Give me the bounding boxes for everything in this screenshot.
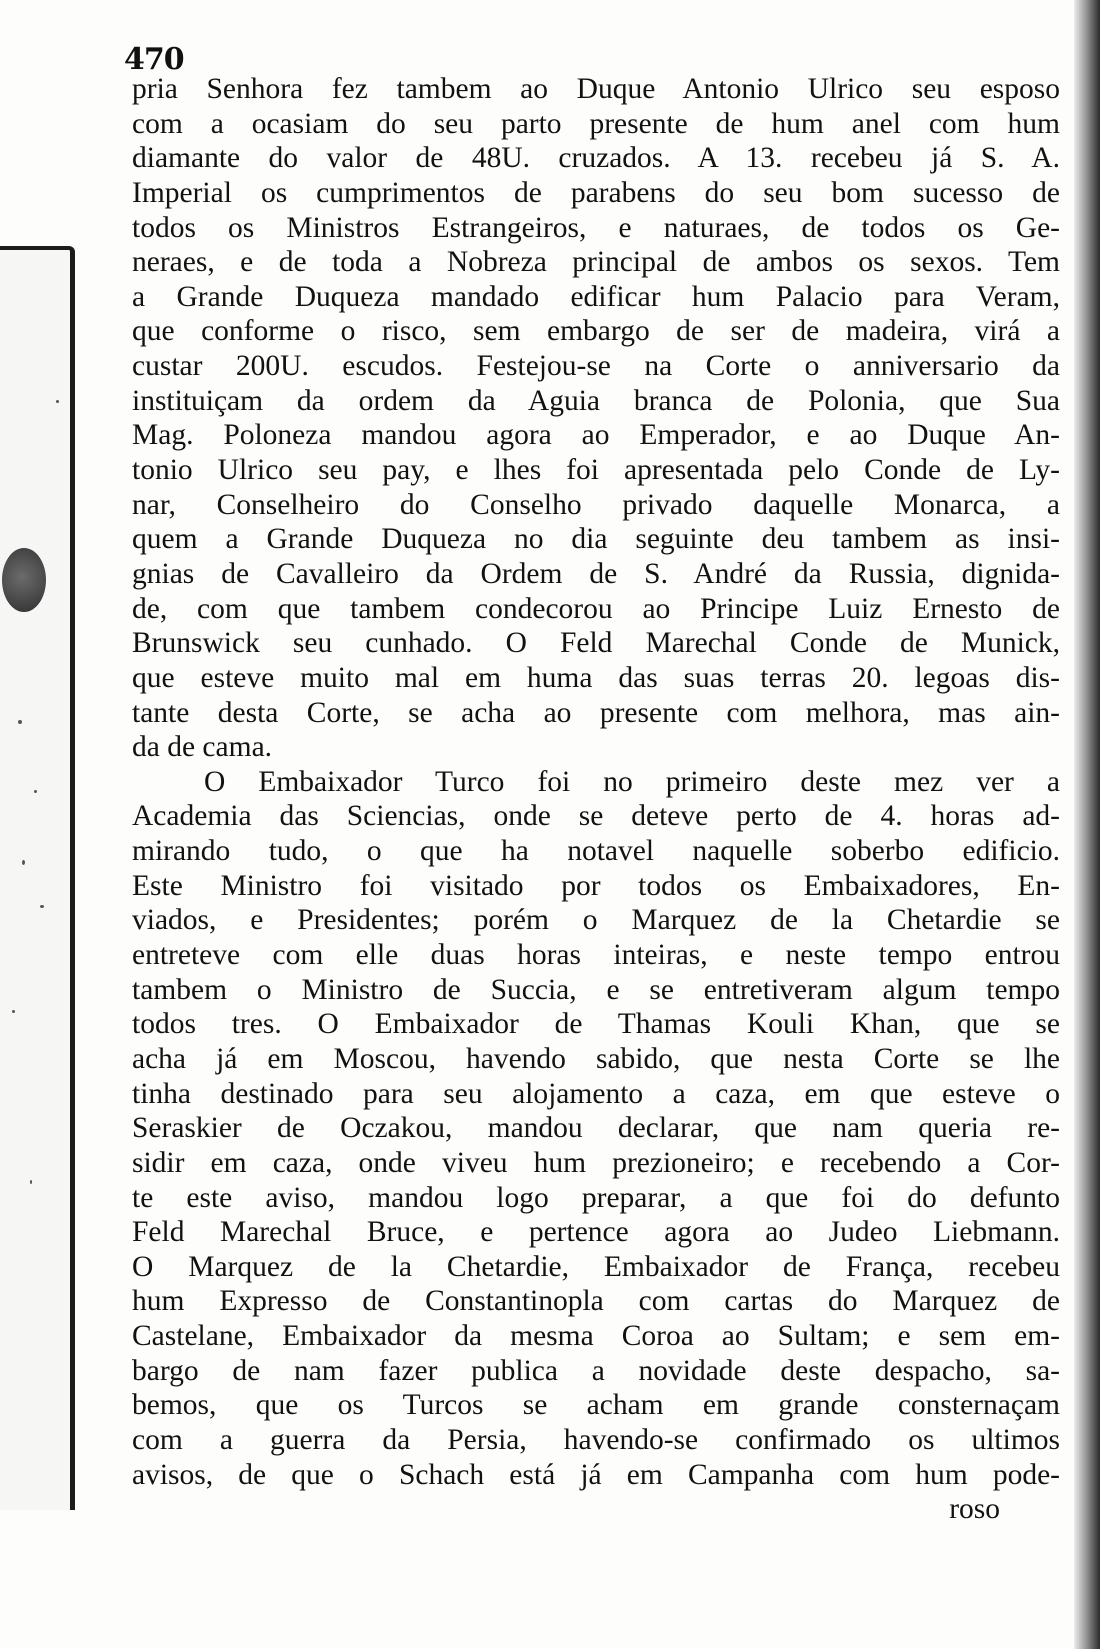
text-line: te este aviso, mandou logo preparar, a que foi do defunto	[132, 1181, 1060, 1214]
text-line: sidir em caza, onde viveu hum prezioneiro; e recebendo a Cor-	[132, 1146, 1060, 1179]
text-line: tante desta Corte, se acha ao presente com melhora, mas ain-	[132, 696, 1060, 729]
text-line: O Marquez de la Chetardie, Embaixador de França, recebeu	[132, 1250, 1060, 1283]
page-number: 470	[124, 42, 184, 77]
text-line: acha já em Moscou, havendo sabido, que nesta Corte se lhe	[132, 1042, 1060, 1075]
text-line: entreteve com elle duas horas inteiras, e neste tempo entrou	[132, 939, 1060, 972]
text-line: com a guerra da Persia, havendo-se confirmado os ultimos	[132, 1423, 1060, 1456]
text-line: pria Senhora fez tambem ao Duque Antonio Ulrico seu esposo	[132, 73, 1060, 105]
text-line: tonio Ulrico seu pay, e lhes foi apresentada pelo Conde de Ly-	[132, 454, 1060, 487]
scan-edge-shadow	[1074, 0, 1100, 1649]
adjacent-page-edge	[0, 246, 75, 1510]
text-line: a Grande Duqueza mandado edificar hum Palacio para Veram,	[132, 280, 1060, 313]
text-line: da de cama.	[132, 731, 273, 764]
text-line: diamante do valor de 48U. cruzados. A 13. recebeu já S. A.	[132, 142, 1060, 175]
text-line: tambem o Ministro de Succia, e se entretiveram algum tempo	[132, 973, 1060, 1006]
text-line: O Embaixador Turco foi no primeiro deste mez ver a	[204, 765, 1060, 798]
text-line: instituiçam da ordem da Aguia branca de Polonia, que Sua	[132, 384, 1060, 417]
text-line: bemos, que os Turcos se acham em grande consternaçam	[132, 1389, 1060, 1422]
text-line: bargo de nam fazer publica a novidade deste despacho, sa-	[132, 1354, 1060, 1387]
text-line: que conforme o risco, sem embargo de ser de madeira, virá a	[132, 315, 1060, 348]
text-line: custar 200U. escudos. Festejou-se na Corte o anniversario da	[132, 350, 1060, 383]
text-line: tinha destinado para seu alojamento a caza, em que esteve o	[132, 1077, 1060, 1110]
text-line: hum Expresso de Constantinopla com cartas do Marquez de	[132, 1285, 1060, 1318]
text-line: Este Ministro foi visitado por todos os Embaixadores, En-	[132, 869, 1060, 902]
binding-hole-mark	[2, 548, 46, 612]
text-line: avisos, de que o Schach está já em Campanha com hum pode-	[132, 1458, 1060, 1491]
text-line: com a ocasiam do seu parto presente de hum anel com hum	[132, 107, 1060, 140]
text-line: mirando tudo, o que ha notavel naquelle soberbo edificio.	[132, 835, 1060, 868]
text-line: quem a Grande Duqueza no dia seguinte deu tambem as insi-	[132, 523, 1060, 556]
text-line: Brunswick seu cunhado. O Feld Marechal Conde de Munick,	[132, 627, 1060, 660]
text-line: todos os Ministros Estrangeiros, e naturaes, de todos os Ge-	[132, 211, 1060, 244]
text-line: Castelane, Embaixador da mesma Coroa ao Sultam; e sem em-	[132, 1320, 1060, 1353]
text-line: Feld Marechal Bruce, e pertence agora ao Judeo Liebmann.	[132, 1216, 1060, 1249]
text-line: de, com que tambem condecorou ao Principe Luiz Ernesto de	[132, 592, 1060, 625]
text-line: todos tres. O Embaixador de Thamas Kouli Khan, que se	[132, 1008, 1060, 1041]
text-line: nar, Conselheiro do Conselho privado daquelle Monarca, a	[132, 488, 1060, 521]
text-line: que esteve muito mal em huma das suas terras 20. legoas dis-	[132, 661, 1060, 694]
article-text	[132, 72, 1060, 1527]
text-line: Seraskier de Oczakou, mandou declarar, que nam queria re-	[132, 1112, 1060, 1145]
catchword: roso	[949, 1493, 1000, 1526]
text-line: Mag. Poloneza mandou agora ao Emperador, e ao Duque An-	[132, 419, 1060, 452]
text-line: viados, e Presidentes; porém o Marquez de la Chetardie se	[132, 904, 1060, 937]
text-line: gnias de Cavalleiro da Ordem de S. André da Russia, dignida-	[132, 557, 1060, 590]
text-line: Imperial os cumprimentos de parabens do seu bom sucesso de	[132, 176, 1060, 209]
text-line: neraes, e de toda a Nobreza principal de ambos os sexos. Tem	[132, 246, 1060, 279]
text-line: Academia das Sciencias, onde se deteve perto de 4. horas ad-	[132, 800, 1060, 833]
